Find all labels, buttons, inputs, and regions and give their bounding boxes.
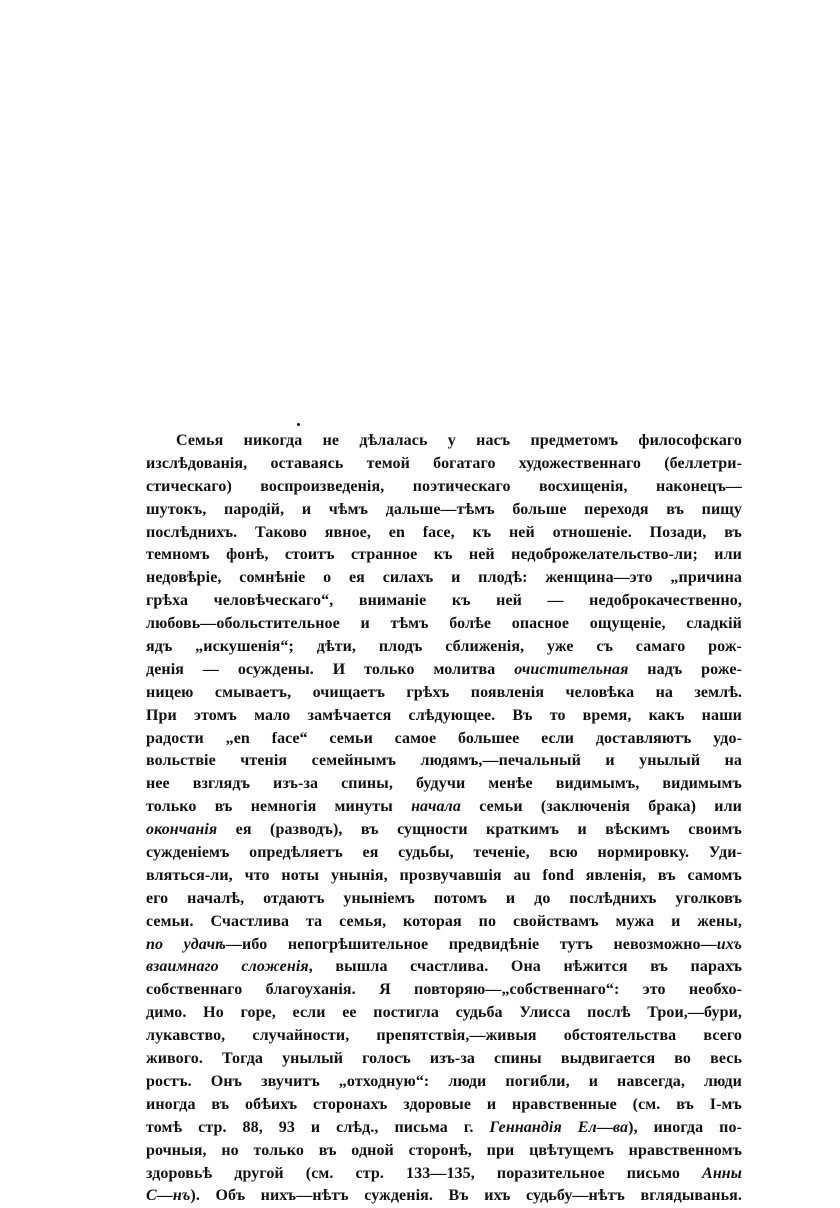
text-run: изслѣдованія, оставаясь темой богатаго художественнаго (беллетри- [146,454,742,472]
text-run: его началѣ, отдаютъ уныніемъ потомъ и до послѣднихъ уголковъ [146,889,742,907]
text-run: темномъ фонѣ, стоитъ странное къ ней недоброжелательство-ли; или [146,546,742,564]
text-line [146,1025,742,1048]
text-run: любовь—обольстительное и тѣмъ болѣе опасное ощущеніе, сладкій [146,615,742,633]
text-run: надъ роже- [628,660,743,678]
text-line [146,1185,742,1208]
text-line [146,453,742,476]
text-run: шутокъ, пародій, и чѣмъ дальше—тѣмъ больше переходя въ пищу [146,500,742,518]
text-line [146,659,742,682]
text-run: иногда въ обѣихъ сторонахъ здоровые и нравственные (см. въ І-мъ [146,1095,742,1113]
italic-run: начала [411,798,461,816]
italic-run: Анны [702,1164,742,1182]
text-run: денія — осуждены. И только молитва [146,660,515,678]
text-line [146,590,742,613]
text-line [146,911,742,934]
italic-run: ихъ [716,935,742,953]
text-line [146,888,742,911]
text-line [146,750,742,773]
text-run: ея (разводъ), въ сущности краткимъ и вѣскимъ своимъ [217,821,742,839]
text-line [146,819,742,842]
text-run: томѣ стр. 88, 93 и слѣд., письма г. [146,1118,490,1136]
text-run: ницею смываетъ, очищаетъ грѣхъ появленія человѣка на землѣ. [146,683,742,701]
text-line [146,865,742,888]
text-run: димо. Но горе, если ее постигла судьба Улисса послѣ Трои,—бури, [146,1004,742,1022]
text-line [146,979,742,1002]
text-run: лукавство, случайности, препятствія,—живыя обстоятельства всего [146,1027,742,1045]
text-line [146,728,742,751]
text-line [146,842,742,865]
text-line [146,613,742,636]
text-line [146,1117,742,1140]
text-run: послѣднихъ. Таково явное, en face, къ ней отношеніе. Позади, въ [146,523,742,541]
text-line [146,476,742,499]
text-run: вляться-ли, что ноты унынія, прозвучавшія au fond явленія, въ самомъ [146,866,742,884]
text-line [146,522,742,545]
text-run: ), иногда по- [628,1118,742,1136]
text-line [146,636,742,659]
italic-run: очистительная [514,660,629,678]
text-run: собственнаго благоуханія. Я повторяю—„собственнаго“: это необхо- [146,981,742,999]
text-run: грѣха человѣческаго“, вниманіе къ ней — недоброкачественно, [146,592,742,610]
text-line [146,544,742,567]
text-run: семьи (заключенія брака) или [460,798,743,816]
text-line [146,499,742,522]
text-run: , вышла счастлива. Она нѣжится въ парахъ [308,958,742,976]
text-run: рочныя, но только въ одной сторонѣ, при цвѣтущемъ нравственномъ [146,1141,742,1159]
text-line [146,956,742,979]
text-run: сужденіемъ опредѣляетъ ея судьбы, теченіе, всю нормировку. Уди- [146,844,742,862]
text-run: только въ немногія минуты [146,798,412,816]
print-speck [297,423,300,426]
text-run: нее взглядъ изъ-за спины, будучи менѣе видимымъ, видимымъ [146,775,742,793]
italic-run: по удачѣ [146,935,226,953]
text-run: недовѣріе, сомнѣніе о ея силахъ и плодѣ: женщина—это „причина [146,569,742,587]
text-line [146,682,742,705]
text-run: Семья никогда не дѣлалась у насъ предметомъ философскаго [176,432,742,449]
text-run: живого. Тогда унылый голосъ изъ-за спины выдвигается во весь [146,1050,742,1068]
text-line [146,773,742,796]
text-line [146,430,742,453]
text-run: стическаго) воспроизведенія, поэтическаго восхищенія, наконецъ— [146,477,742,495]
italic-run: Геннандія Ел—ва [489,1118,629,1136]
text-run: —ибо непогрѣшительное предвидѣніе тутъ невозможно— [225,935,717,953]
text-run: здоровьѣ другой (см. стр. 133—135, поразительное письмо [146,1164,703,1182]
text-run: радости „en face“ семьи самое большее если доставляютъ удо- [146,729,742,747]
text-run: вольствіе чтенія семейнымъ людямъ,—печальный и унылый на [146,752,742,770]
text-line [146,796,742,819]
italic-run: взаимнаго сложенія [146,958,309,976]
text-line [146,1140,742,1163]
text-line [146,1002,742,1025]
italic-run: С—нъ [146,1187,191,1205]
text-run: ядъ „искушенія“; дѣти, плодъ сближенія, уже съ самаго рож- [146,638,742,656]
text-line [146,1048,742,1071]
text-line [146,1163,742,1186]
text-line [146,705,742,728]
text-line [146,934,742,957]
text-run: ). Объ нихъ—нѣтъ сужденія. Въ ихъ судьбу—нѣтъ вглядыванья. [190,1187,742,1205]
italic-run: окончанія [146,821,218,839]
text-run: При этомъ мало замѣчается слѣдующее. Въ то время, какъ наши [146,706,742,724]
text-line [146,1071,742,1094]
text-line [146,1094,742,1117]
body-paragraph [146,430,742,1208]
text-run: семьи. Счастлива та семья, которая по свойствамъ мужа и жены, [146,912,742,930]
text-line [146,567,742,590]
text-run: ростъ. Онъ звучитъ „отходную“: люди погибли, и навсегда, люди [146,1072,742,1090]
